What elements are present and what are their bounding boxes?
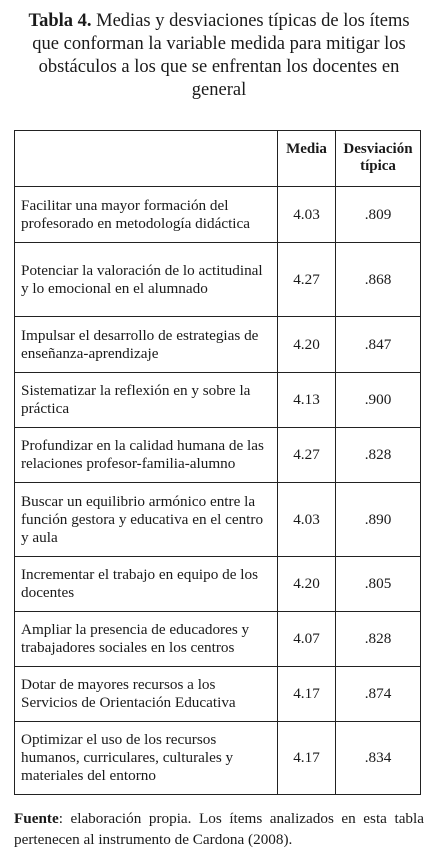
row-media: 4.27: [278, 428, 336, 483]
header-item: [15, 131, 278, 187]
row-media: 4.03: [278, 483, 336, 557]
row-media: 4.03: [278, 187, 336, 243]
row-media: 4.27: [278, 243, 336, 317]
row-sd: .828: [336, 428, 421, 483]
row-item: Potenciar la valoración de lo actitudinal y lo emocional en el alumnado: [15, 243, 278, 317]
footnote-text: : elaboración propia. Los ítems analizados en esta tabla pertenecen al instrumento de Cardona (2008).: [14, 810, 424, 848]
row-item: Optimizar el uso de los recursos humanos, curriculares, culturales y materiales del entorno: [15, 722, 278, 795]
table-row: [15, 187, 421, 243]
row-sd: .900: [336, 373, 421, 428]
table-row: [15, 243, 421, 317]
row-item: Buscar un equilibrio armónico entre la función gestora y educativa en el centro y aula: [15, 483, 278, 557]
row-media: 4.13: [278, 373, 336, 428]
data-table: [14, 130, 421, 795]
row-media: 4.20: [278, 317, 336, 373]
table-header-row: [15, 131, 421, 187]
table-row: [15, 612, 421, 667]
row-sd: .890: [336, 483, 421, 557]
row-item: Profundizar en la calidad humana de las relaciones profesor-familia-alumno: [15, 428, 278, 483]
footnote-label: Fuente: [14, 810, 59, 827]
row-media: 4.17: [278, 722, 336, 795]
row-item: Dotar de mayores recursos a los Servicios de Orientación Educativa: [15, 667, 278, 722]
row-sd: .834: [336, 722, 421, 795]
row-item: Impulsar el desarrollo de estrategias de enseñanza-aprendizaje: [15, 317, 278, 373]
row-item: Ampliar la presencia de educadores y trabajadores sociales en los centros: [15, 612, 278, 667]
row-media: 4.07: [278, 612, 336, 667]
row-item: Sistematizar la reflexión en y sobre la práctica: [15, 373, 278, 428]
table-row: [15, 428, 421, 483]
table-row: [15, 722, 421, 795]
table-footnote: [14, 808, 424, 850]
row-media: 4.17: [278, 667, 336, 722]
row-sd: .828: [336, 612, 421, 667]
table-caption-label: Tabla 4.: [28, 11, 92, 31]
row-sd: .809: [336, 187, 421, 243]
table-row: [15, 483, 421, 557]
row-sd: .868: [336, 243, 421, 317]
table-row: [15, 317, 421, 373]
row-sd: .805: [336, 557, 421, 612]
table-row: [15, 373, 421, 428]
header-media: Media: [278, 131, 336, 187]
row-sd: .874: [336, 667, 421, 722]
header-desviacion: Desviación típica: [336, 131, 421, 187]
row-item: Facilitar una mayor formación del profesorado en metodología didáctica: [15, 187, 278, 243]
table-caption: [14, 10, 424, 102]
row-item: Incrementar el trabajo en equipo de los docentes: [15, 557, 278, 612]
table-caption-text: Medias y desviaciones típicas de los ítems que conforman la variable medida para mitigar los obstáculos a los que se enfrentan los docentes en general: [32, 11, 410, 100]
table-row: [15, 557, 421, 612]
row-media: 4.20: [278, 557, 336, 612]
table-row: [15, 667, 421, 722]
row-sd: .847: [336, 317, 421, 373]
